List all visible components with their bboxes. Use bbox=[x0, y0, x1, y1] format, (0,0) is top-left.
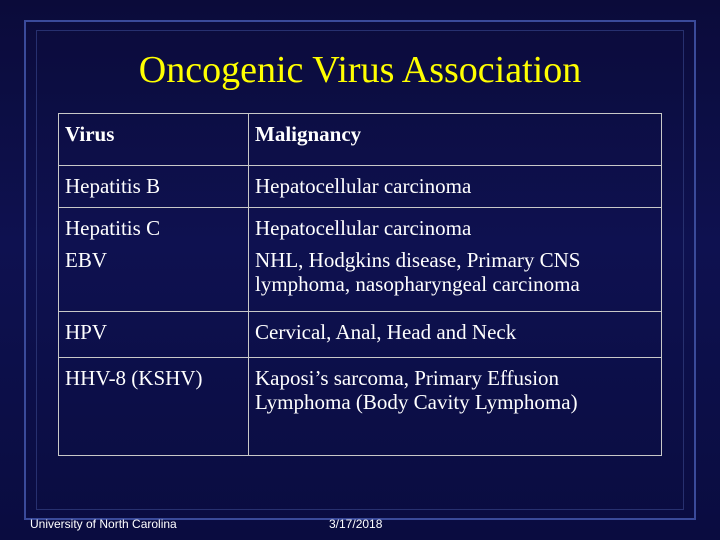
footer-organization: University of North Carolina bbox=[30, 517, 177, 531]
virus-cell: HHV-8 (KSHV) bbox=[59, 358, 249, 456]
malignancy-cell: Cervical, Anal, Head and Neck bbox=[249, 312, 662, 358]
virus-cell: EBV bbox=[59, 244, 249, 312]
header-malignancy: Malignancy bbox=[249, 114, 662, 166]
table-row bbox=[59, 166, 662, 208]
header-virus: Virus bbox=[59, 114, 249, 166]
virus-cell: Hepatitis B bbox=[59, 166, 249, 208]
table-header-row bbox=[59, 114, 662, 166]
slide-title: Oncogenic Virus Association bbox=[138, 49, 582, 91]
malignancy-cell: Kaposi’s sarcoma, Primary Effusion Lymphoma (Body Cavity Lymphoma) bbox=[249, 358, 662, 456]
malignancy-cell: Hepatocellular carcinoma bbox=[249, 166, 662, 208]
virus-cell: Hepatitis C bbox=[59, 208, 249, 244]
table-row bbox=[59, 244, 662, 312]
table-row bbox=[59, 208, 662, 244]
malignancy-cell: NHL, Hodgkins disease, Primary CNS lymphoma, nasopharyngeal carcinoma bbox=[249, 244, 662, 312]
virus-cell: HPV bbox=[59, 312, 249, 358]
table-row bbox=[59, 358, 662, 456]
virus-malignancy-table bbox=[58, 113, 662, 456]
table-row bbox=[59, 312, 662, 358]
malignancy-cell: Hepatocellular carcinoma bbox=[249, 208, 662, 244]
footer-date: 3/17/2018 bbox=[329, 517, 383, 531]
